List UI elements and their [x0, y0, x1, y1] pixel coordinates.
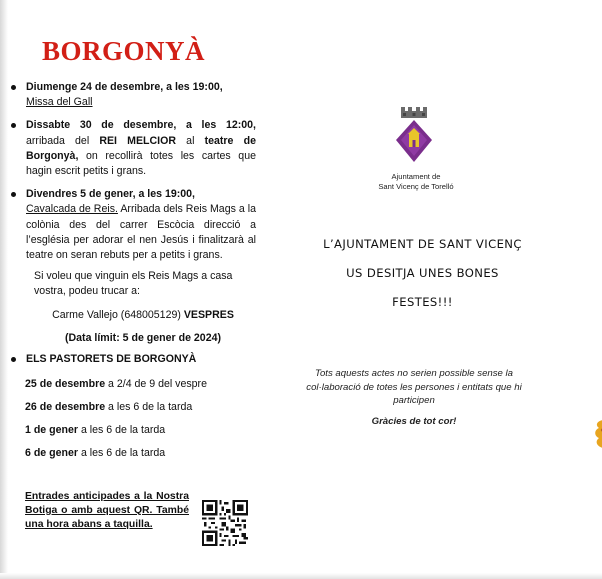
council-caption-line: Ajuntament de	[391, 172, 441, 181]
event-highlight: REI MELCIOR	[99, 134, 177, 147]
page-bottom-shadow	[0, 573, 602, 579]
performance-date: 26 de desembre	[25, 401, 106, 413]
event-title: Missa del Gall	[26, 96, 93, 109]
performance-item	[25, 378, 207, 390]
event-item-cavalcada	[10, 187, 256, 263]
pastorets-heading: ELS PASTORETS DE BORGONYÀ	[10, 352, 256, 367]
event-item-rei-melcior	[10, 118, 256, 179]
council-caption	[360, 172, 472, 192]
reis-contact	[10, 308, 256, 323]
page-shadow-edge	[0, 0, 8, 579]
performance-time: a les 6 de la tarda	[78, 424, 166, 436]
event-date: Diumenge 24 de desembre, a les 19:00,	[26, 81, 223, 93]
performance-time: a les 6 de la tarda	[105, 401, 193, 413]
thanks-signoff: Gràcies de tot cor!	[371, 416, 457, 427]
performance-date: 25 de desembre	[25, 378, 106, 390]
holiday-greeting	[270, 230, 575, 317]
event-text: arribada del	[26, 134, 100, 147]
event-date: Dissabte 30 de desembre, a les 12:00,	[26, 119, 256, 132]
contact-schedule: VESPRES	[183, 308, 234, 321]
greeting-line: FESTES!!!	[392, 295, 453, 309]
contact-name-phone: Carme Vallejo (648005129)	[52, 308, 181, 321]
coat-of-arms-icon	[395, 107, 433, 163]
performance-item	[25, 424, 165, 436]
council-caption-line: Sant Vicenç de Torelló	[378, 181, 454, 191]
reis-call-text: Si voleu que vinguin els Reis Mags a casa vostra, podeu trucar a:	[34, 270, 233, 298]
next-page-decoration-icon	[591, 418, 602, 452]
performance-time: a 2/4 de 9 del vespre	[105, 378, 207, 390]
thanks-note: Tots aquests actes no serien possible sense la col·laboració de totes les persones i entitats que hi participen	[306, 368, 522, 406]
event-highlight: teatre de Borgonyà,	[26, 134, 256, 162]
event-date: Divendres 5 de gener, a les 19:00,	[26, 188, 196, 201]
tickets-info: Entrades anticipades a la Nostra Botiga o amb aquest QR. També una hora abans a taquilla.	[25, 491, 189, 530]
performance-item	[25, 401, 192, 413]
greeting-line: L’AJUNTAMENT DE SANT VICENÇ	[323, 237, 522, 251]
event-text: al	[176, 134, 205, 147]
performance-item	[25, 447, 165, 459]
deadline-note: (Data límit: 5 de gener de 2024)	[64, 331, 221, 344]
greeting-line: US DESITJA UNES BONES	[346, 266, 499, 280]
event-text: Arribada dels Reis Mags a la colònia des del carrer Escòcia direcció a l’església per adorar el nen Jesús i finalitzarà al teatre on seran rebuts per a petits i grans.	[26, 203, 256, 262]
ticket-qr-code[interactable]	[202, 500, 248, 546]
page-title: BORGONYÀ	[42, 36, 206, 66]
event-item-christmas-eve	[10, 80, 256, 110]
performance-date: 6 de gener	[25, 447, 78, 459]
event-text: on recollirà totes les cartes que hagin escrit petits i grans.	[26, 149, 256, 178]
performance-time: a les 6 de la tarda	[78, 447, 166, 459]
performance-date: 1 de gener	[25, 424, 78, 436]
event-list	[10, 80, 256, 367]
event-title: Cavalcada de Reis.	[26, 203, 118, 216]
